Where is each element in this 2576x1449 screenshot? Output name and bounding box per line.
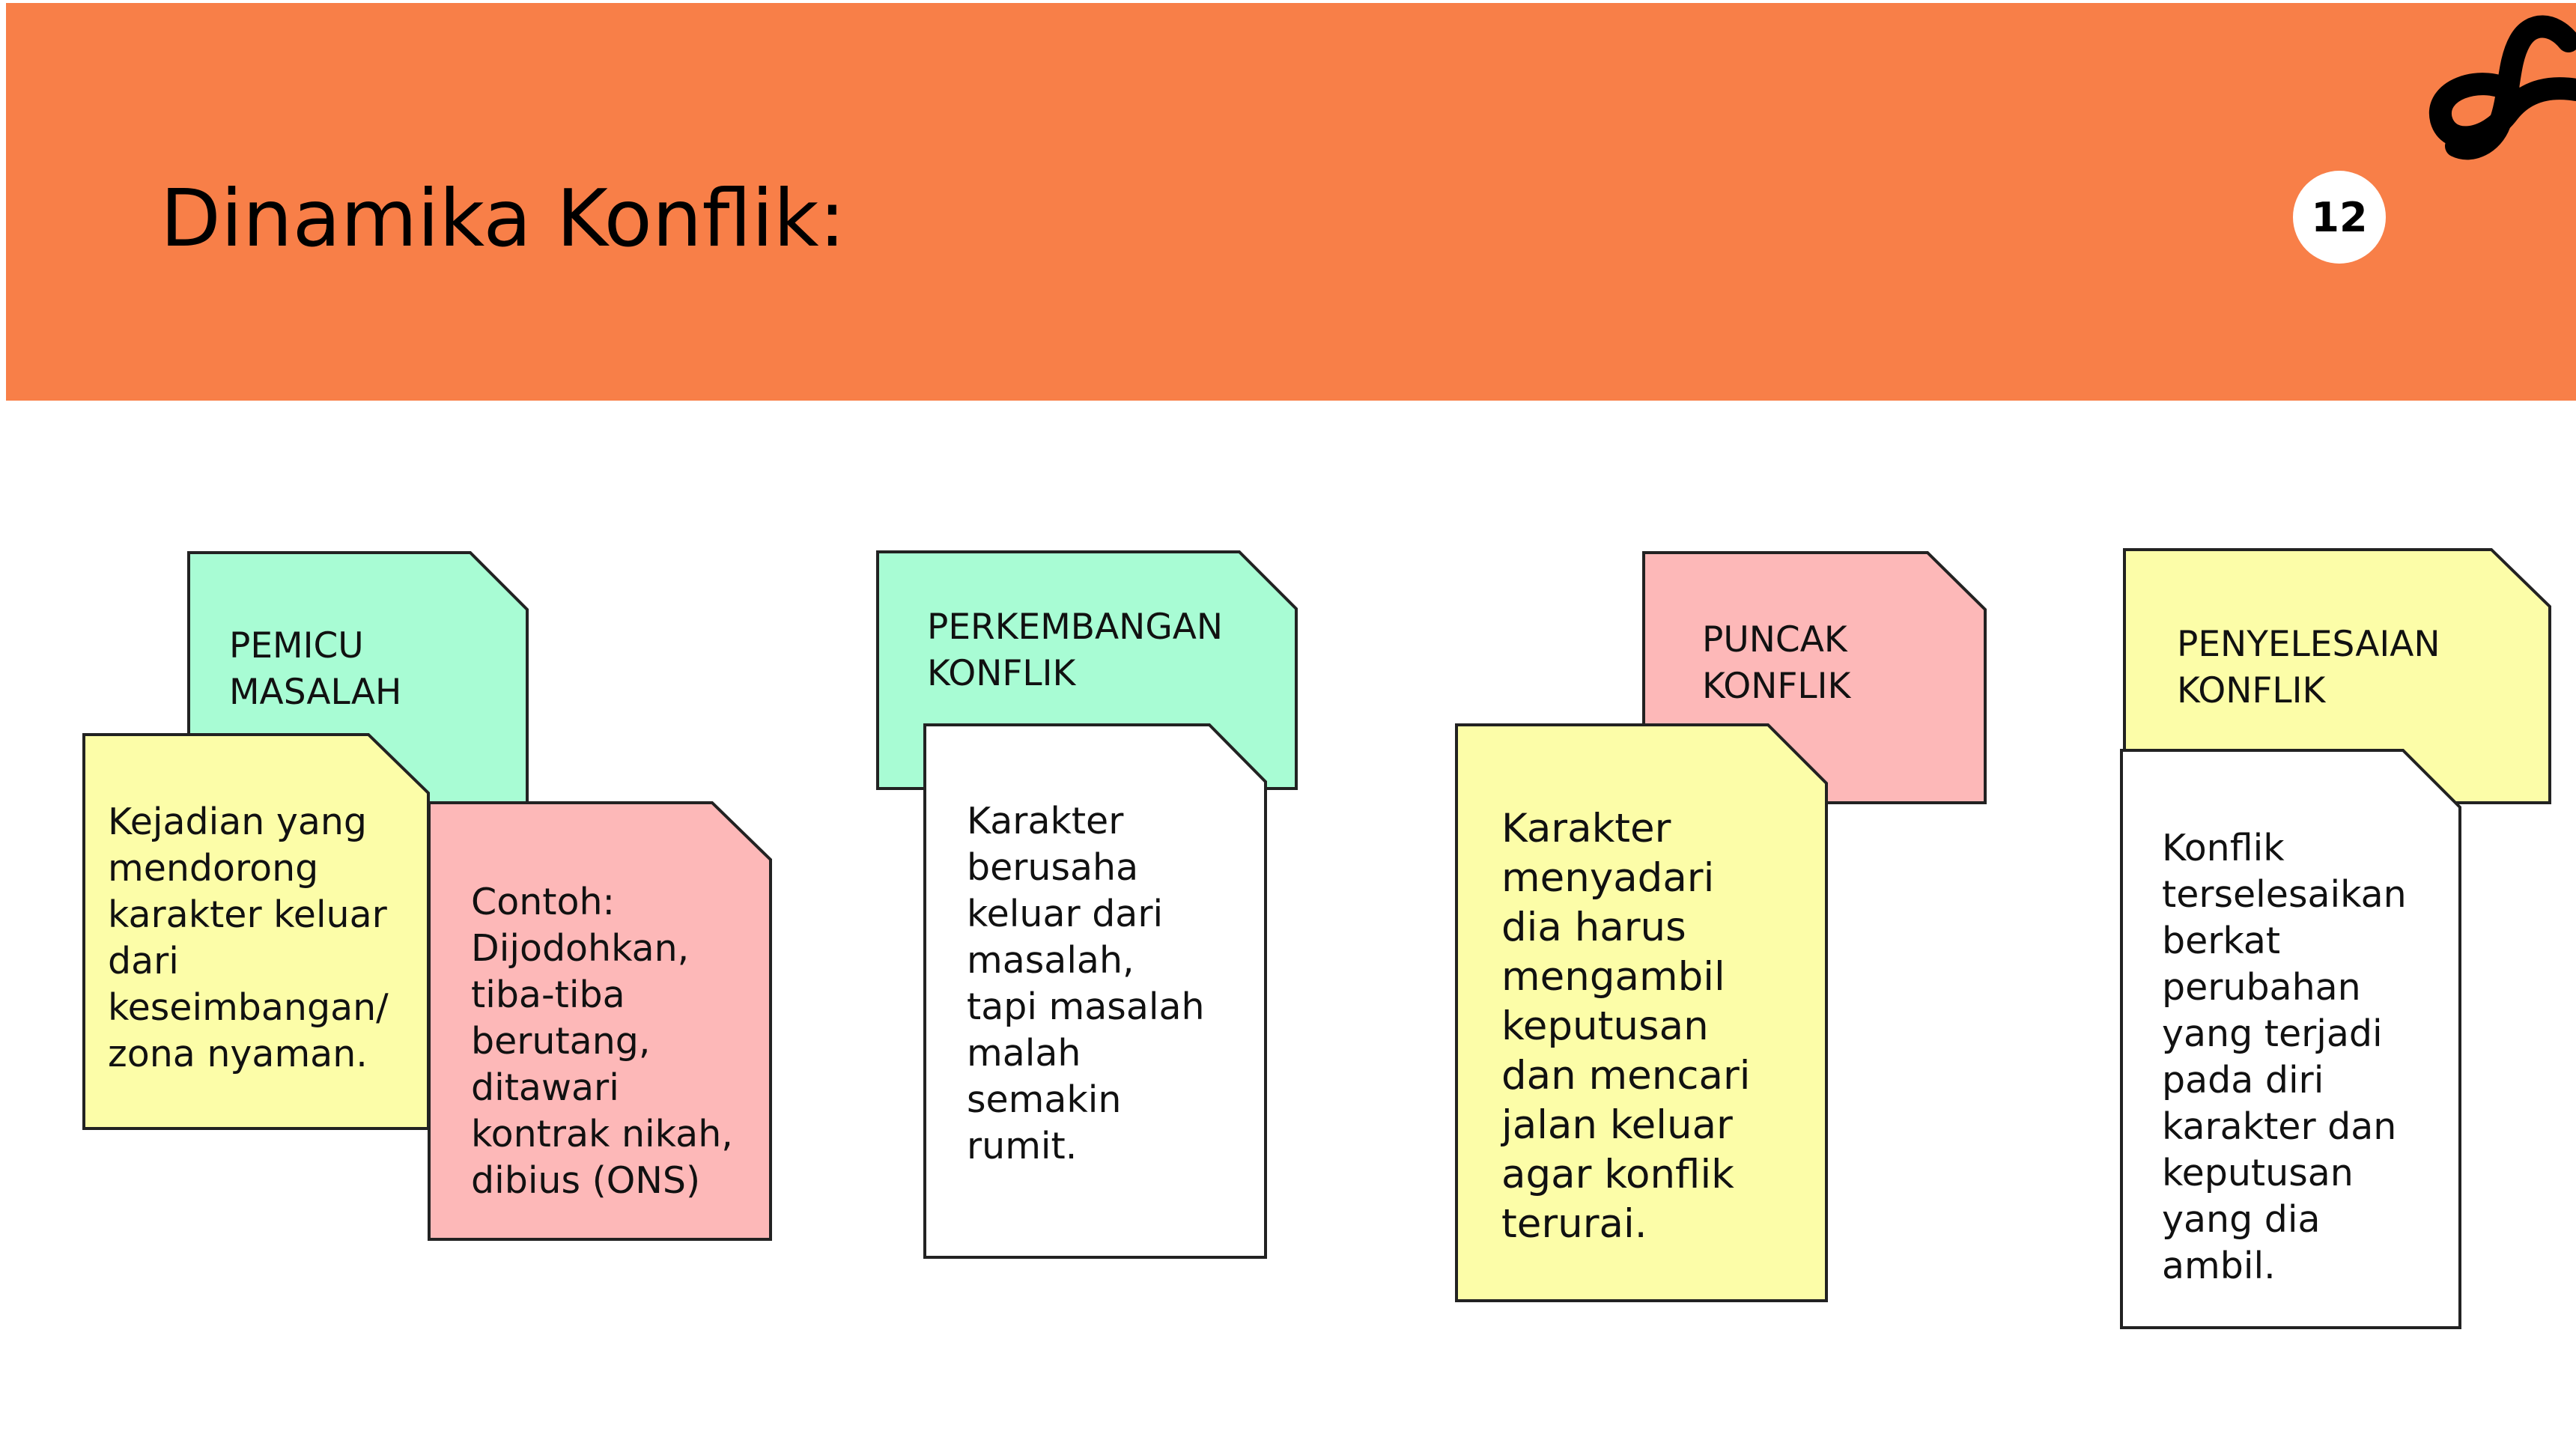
stage-1-description: Kejadian yang mendorong karakter keluar dari keseimbangan/ zona nyaman. <box>108 801 389 1075</box>
stage-2-description: Karakter berusaha keluar dari masalah, tapi masalah malah semakin rumit. <box>967 800 1205 1167</box>
stage-4-description-note <box>2120 749 2461 1329</box>
script-f-logo-icon <box>2426 0 2576 161</box>
stage-2-description-note <box>923 723 1267 1259</box>
stage-1-example: Contoh: Dijodohkan, tiba-tiba berutang, ditawari kontrak nikah, dibius (ONS) <box>471 881 733 1202</box>
page-title: Dinamika Konflik: <box>160 173 845 264</box>
stage-4-description: Konflik terselesaikan berkat perubahan yang terjadi pada diri karakter dan keputusan yang dia ambil. <box>2162 827 2407 1287</box>
stage-2-label: PERKEMBANGAN KONFLIK <box>927 607 1224 694</box>
stage-4-label: PENYELESAIAN KONFLIK <box>2177 624 2440 711</box>
stage-1-description-note <box>82 733 430 1130</box>
stage-1-example-note <box>428 801 772 1241</box>
stage-3-description: Karakter menyadari dia harus mengambil keputusan dan mencari jalan keluar agar konflik terurai. <box>1501 806 1751 1247</box>
stage-1-label: PEMICU MASALAH <box>229 625 402 713</box>
stage-3-description-note <box>1455 723 1828 1302</box>
page-number-badge: 12 <box>2293 171 2386 264</box>
stage-3-label: PUNCAK KONFLIK <box>1702 619 1851 707</box>
